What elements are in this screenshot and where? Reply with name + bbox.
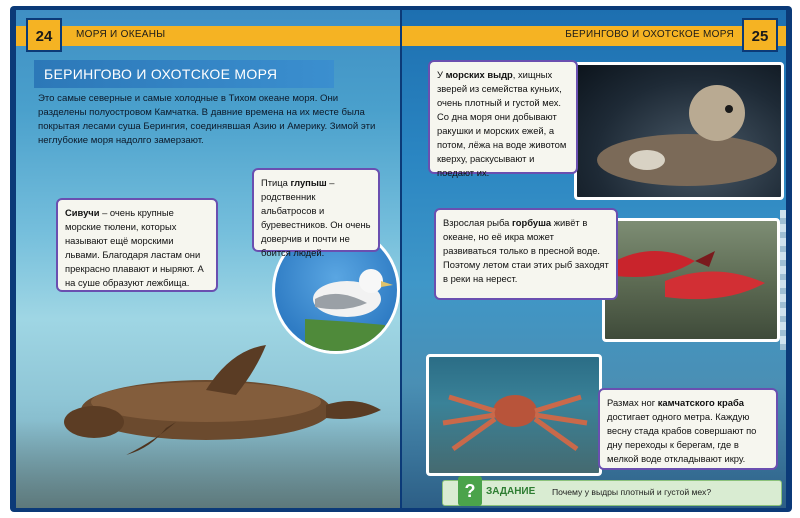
sea-otter-info-card [428, 60, 578, 178]
salmon-image [602, 218, 780, 342]
left-page [16, 10, 400, 508]
fulmar-description: – родственник альбатросов и буревестников. Он очень доверчив и почти не боится людей. [261, 177, 371, 258]
king-crab-info-card [598, 388, 778, 470]
otter-description: , хищных зверей из семейства куньих, очень плотный и густой мех. Со дна моря они добывают ракушки и морских ежей, а потом, лёжа на воде животом кверху, раскусывают и поедают их. [437, 69, 567, 178]
page-title: БЕРИНГОВО И ОХОТСКОЕ МОРЯ [34, 60, 334, 88]
crab-description: достигает одного метра. Каждую весну стада крабов совершают по дну переходы к берегам, где в мелкой воде откладывают икру. [607, 411, 757, 464]
crab-prefix: Размах ног [607, 397, 658, 408]
fulmar-info-card [252, 168, 380, 258]
king-crab-image [426, 354, 602, 476]
sea-lion-term: Сивучи [65, 207, 100, 218]
task-question: Почему у выдры плотный и густой мех? [552, 487, 712, 497]
page-edge [780, 210, 786, 350]
right-page [402, 10, 786, 508]
otter-prefix: У [437, 69, 446, 80]
book-spread [10, 6, 792, 512]
left-header-bar [16, 26, 400, 46]
sea-lion-description: – очень крупные морские тюлени, которых называют ещё морскими львами. Благодаря ластам они прекрасно плавают и ныряют. А на суше образуют лежбища. [65, 207, 204, 288]
left-page-number: 24 [26, 18, 62, 52]
fulmar-prefix: Птица [261, 177, 291, 188]
question-mark-icon: ? [458, 476, 482, 506]
task-label: ЗАДАНИЕ [486, 486, 536, 497]
salmon-info-card [434, 208, 618, 300]
otter-term: морских выдр [445, 69, 513, 80]
right-page-number: 25 [742, 18, 778, 52]
salmon-prefix: Взрослая рыба [443, 217, 512, 228]
salmon-term: горбуша [511, 217, 552, 228]
crab-term: камчатского краба [657, 397, 744, 408]
left-section-label: МОРЯ И ОКЕАНЫ [76, 29, 166, 40]
sea-otter-image [574, 62, 784, 200]
sea-lion-info-card [56, 198, 218, 292]
intro-paragraph: Это самые северные и самые холодные в Тихом океане моря. Они разделены полуостровом Камчатка. В давние времена на их месте была покрытая лесами суша Берингия, соединявшая Азию и Америку. Зимой эти неглубокие моря надолго замерзают. [38, 93, 376, 146]
right-section-label: БЕРИНГОВО И ОХОТСКОЕ МОРЯ [565, 29, 734, 40]
salmon-description: живёт в океане, но её икра может развиваться только в пресной воде. Поэтому летом стаи этих рыб заходят в реки на нерест. [443, 217, 609, 284]
fulmar-term: глупыш [290, 177, 327, 188]
